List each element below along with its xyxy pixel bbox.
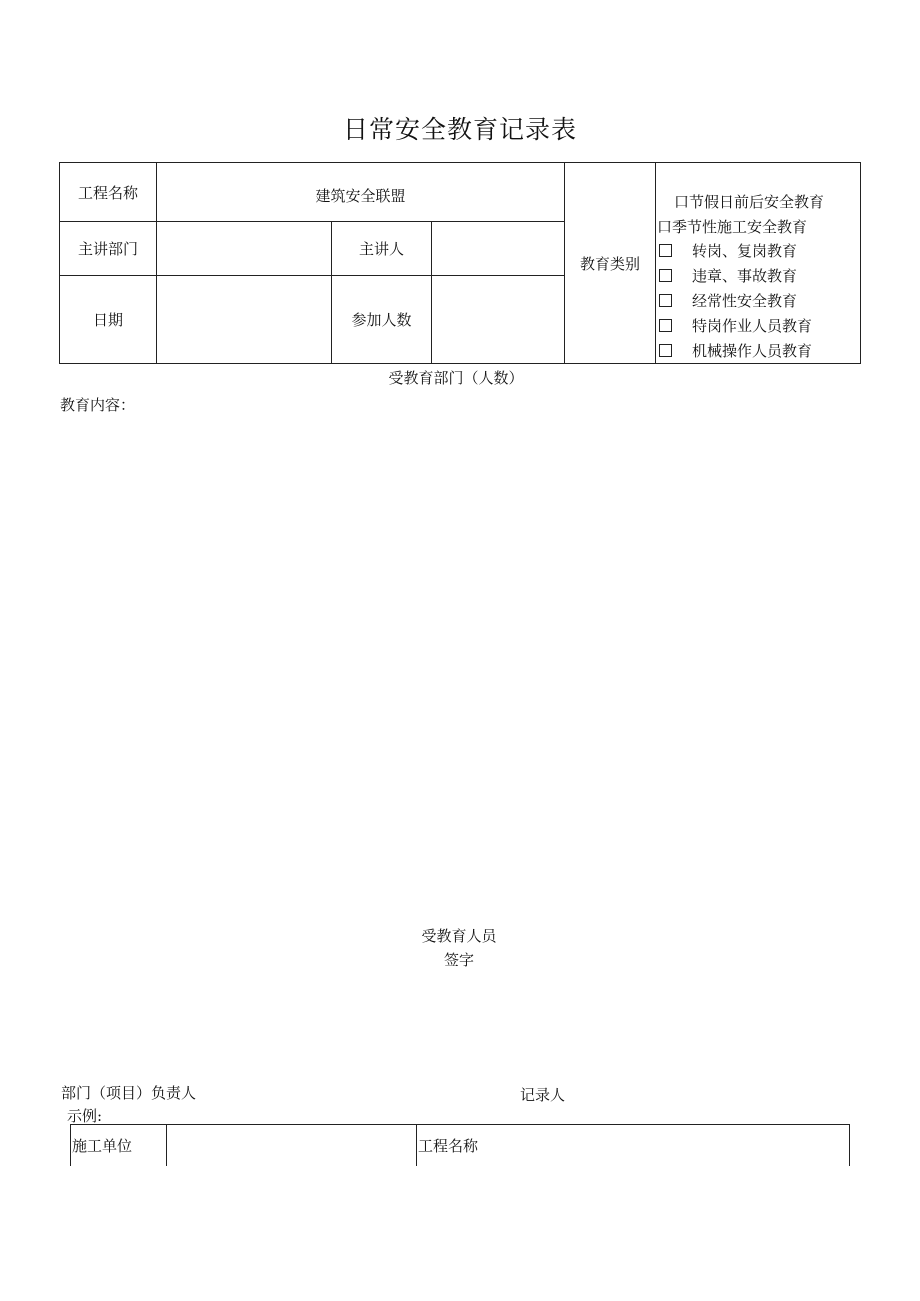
checkbox-violation[interactable]: [659, 269, 672, 282]
category-special-operator: 特岗作业人员教育: [656, 313, 860, 338]
lecturer-label: 主讲人: [332, 222, 432, 276]
record-table: [59, 162, 861, 364]
category-list: [656, 163, 861, 364]
example-table: [70, 1124, 850, 1166]
checkbox-transfer[interactable]: [659, 244, 672, 257]
example-project-name-label: 工程名称: [417, 1125, 850, 1167]
checkbox-special-operator[interactable]: [659, 319, 672, 332]
category-machine-operator: 机械操作人员教育: [656, 338, 860, 363]
category-violation: 违章、事故教育: [656, 263, 860, 288]
participants-label: 参加人数: [332, 276, 432, 364]
recorder-label: 记录人: [520, 1086, 566, 1104]
example-label: 示例:: [67, 1107, 103, 1125]
content-label: 教育内容：: [60, 396, 136, 414]
date-label: 日期: [60, 276, 157, 364]
category-regular: 经常性安全教育: [656, 288, 860, 313]
sign-line-2: 签字: [443, 951, 474, 969]
project-name-label: 工程名称: [60, 163, 157, 222]
dept-caption: 受教育部门（人数）: [388, 369, 524, 387]
category-holiday: 口节假日前后安全教育: [674, 192, 825, 211]
date-value[interactable]: [157, 276, 332, 364]
category-seasonal: 口季节性施工安全教育: [657, 217, 808, 236]
page-title: 日常安全教育记录表: [342, 115, 577, 144]
lecture-dept-label: 主讲部门: [60, 222, 157, 276]
category-label: 教育类别: [565, 163, 656, 364]
project-name-value: 建筑安全联盟: [157, 163, 565, 222]
checkbox-regular[interactable]: [659, 294, 672, 307]
checkbox-machine-operator[interactable]: [659, 344, 672, 357]
lecture-dept-value[interactable]: [157, 222, 332, 276]
dept-head-label: 部门（项目）负责人: [61, 1084, 197, 1102]
lecturer-value[interactable]: [432, 222, 565, 276]
category-transfer: 转岗、复岗教育: [656, 239, 860, 264]
construction-unit-label: 施工单位: [71, 1125, 167, 1167]
participants-value[interactable]: [432, 276, 565, 364]
construction-unit-value[interactable]: [167, 1125, 417, 1167]
sign-line-1: 受教育人员: [421, 927, 497, 945]
